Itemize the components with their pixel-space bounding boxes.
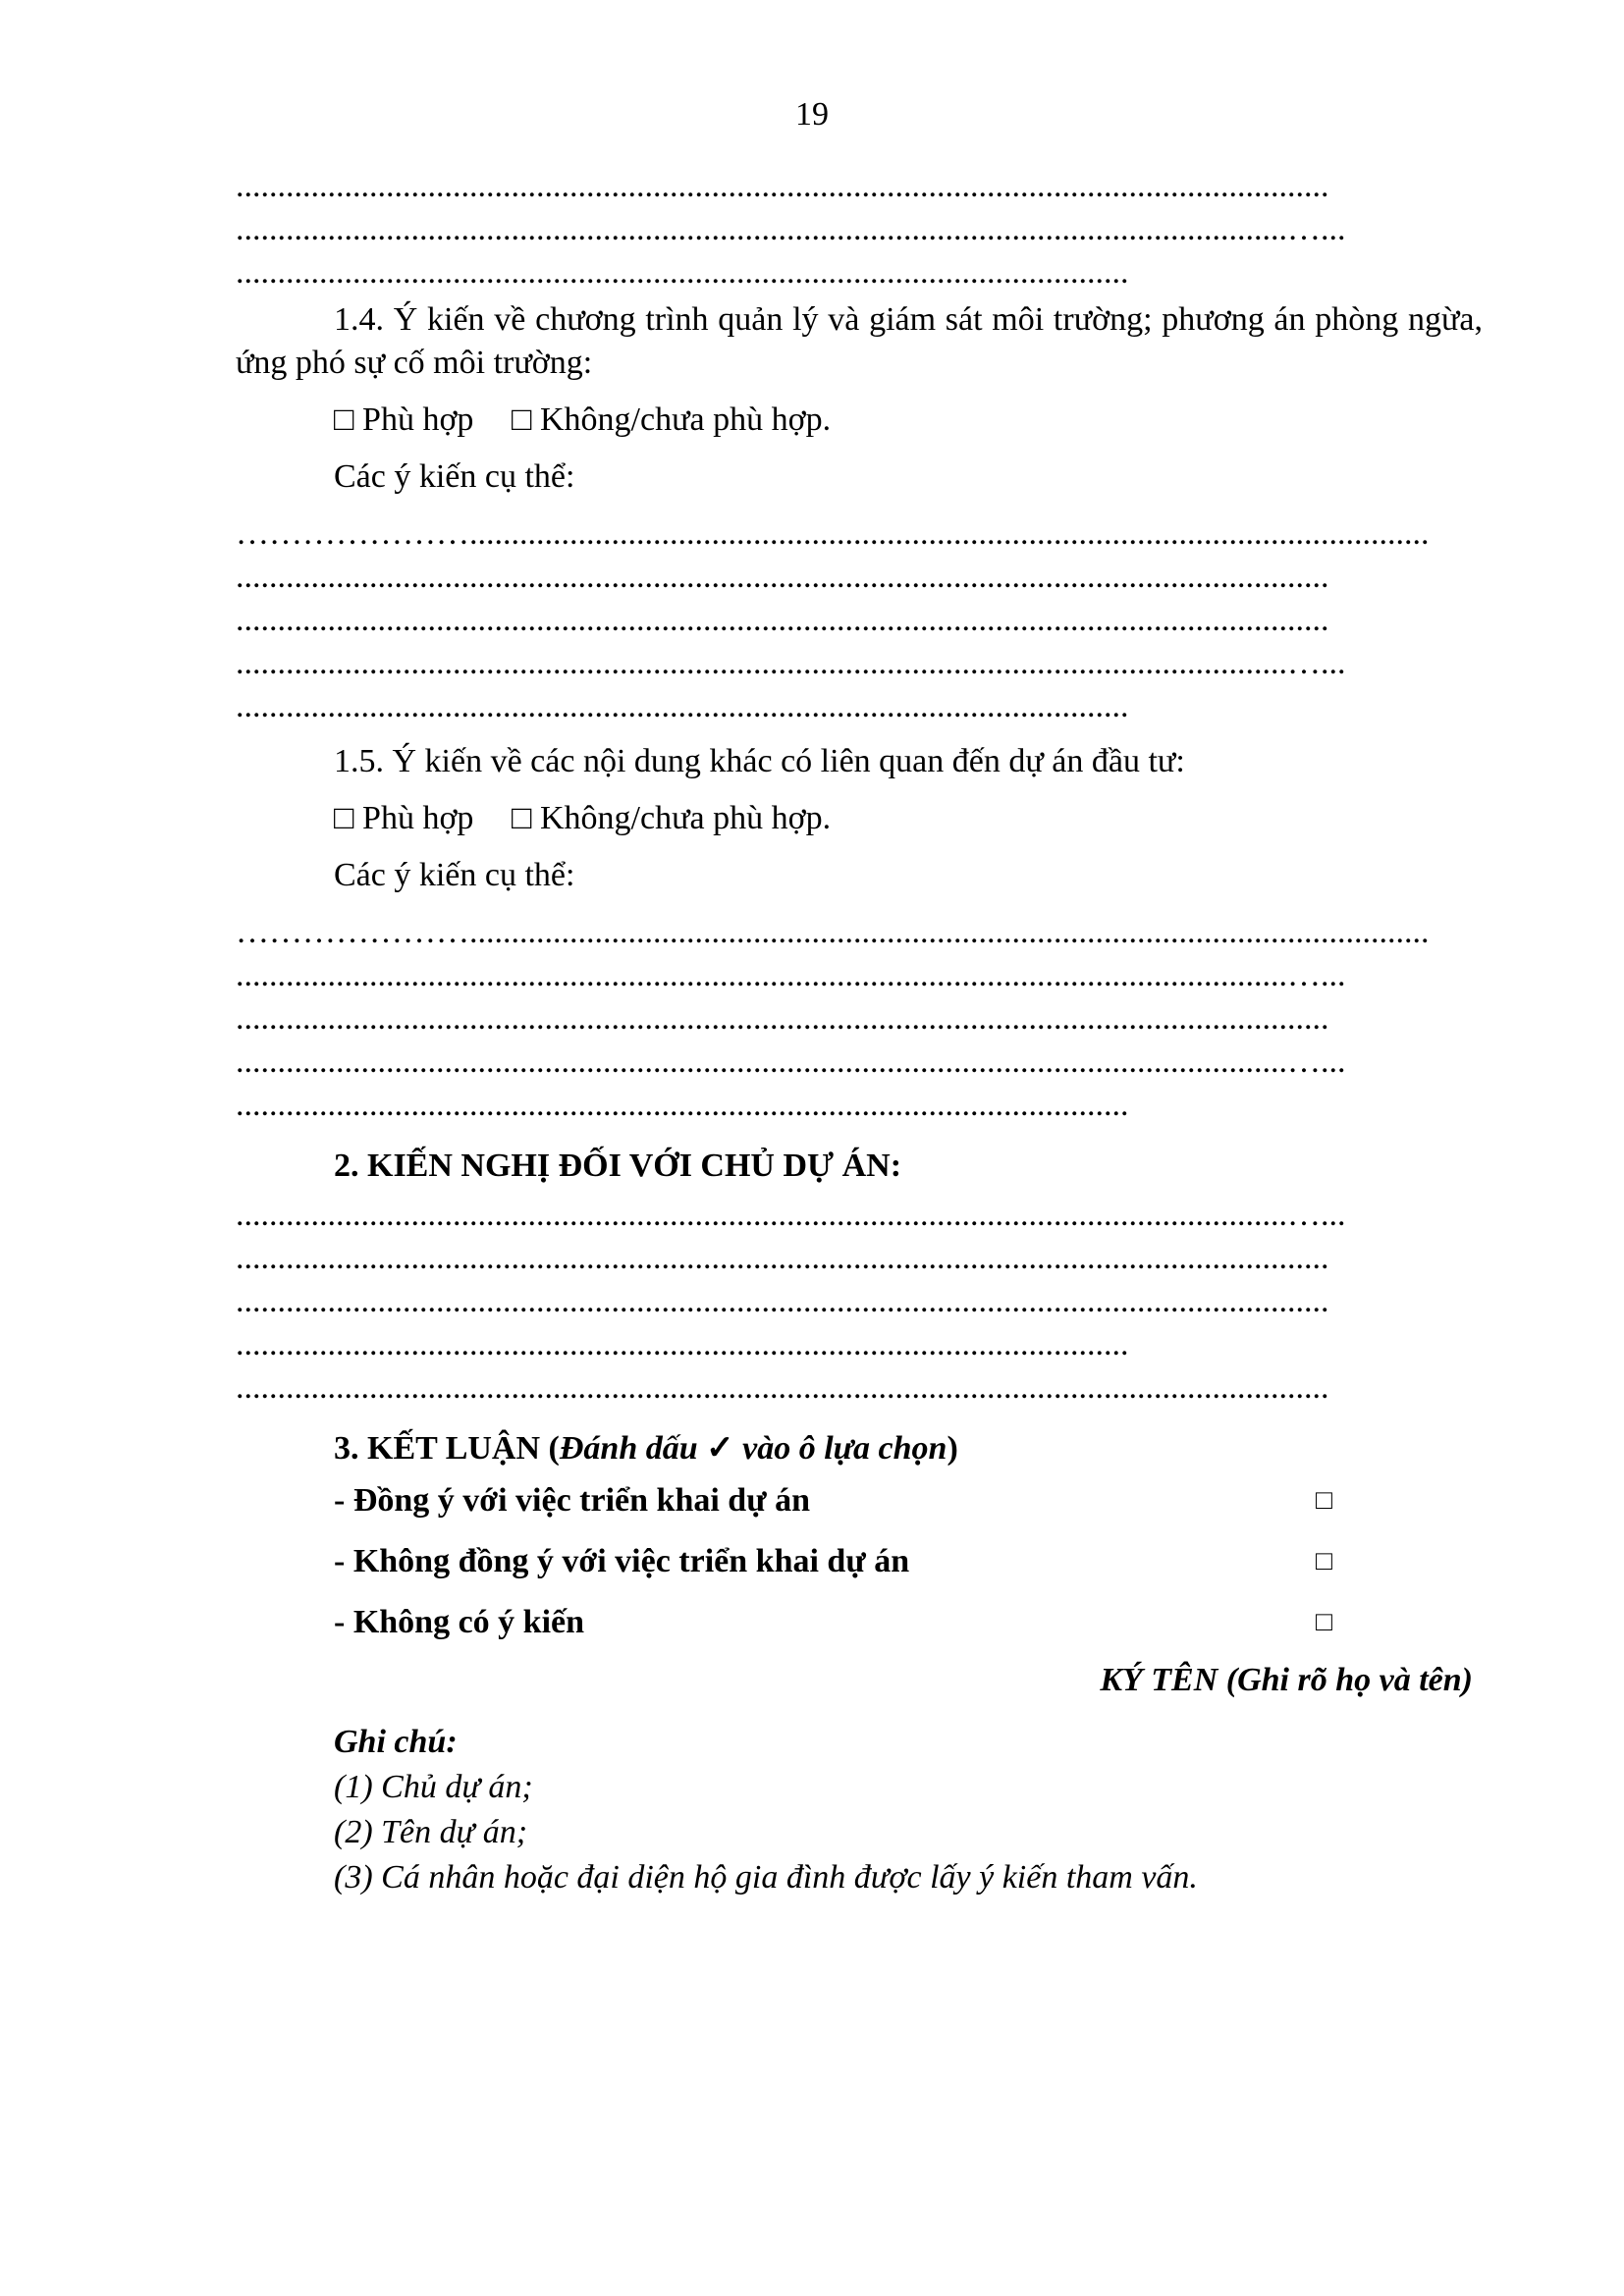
answer-line[interactable]: ..............................................................................................................................…...: [236, 211, 1346, 247]
signature-label: KÝ TÊN (Ghi rõ họ và tên): [1100, 1662, 1473, 1698]
specific-opinions-label: Các ý kiến cụ thể:: [334, 458, 575, 495]
answer-line[interactable]: ...................................................................................................................................: [236, 602, 1329, 638]
option-suitable-checkbox[interactable]: □ Phù hợp: [334, 401, 474, 438]
answer-line[interactable]: ...........................................................................................................: [236, 254, 1129, 291]
answer-line[interactable]: ..............................................................................................................................…...: [236, 1043, 1346, 1080]
conclusion-option-agree: - Đồng ý với việc triển khai dự án □: [236, 1470, 1483, 1531]
answer-line[interactable]: ...........................................................................................................: [236, 1326, 1129, 1362]
answer-line[interactable]: ..............................................................................................................................…...: [236, 957, 1346, 993]
option-not-suitable-checkbox[interactable]: □ Không/chưa phù hợp.: [511, 800, 832, 836]
note-item: (2) Tên dự án;: [334, 1814, 528, 1850]
option-not-suitable-checkbox[interactable]: □ Không/chưa phù hợp.: [511, 401, 832, 438]
note-item: (1) Chủ dự án;: [334, 1769, 533, 1805]
conclusion-option-no-opinion: - Không có ý kiến □: [236, 1592, 1483, 1653]
section-2-heading: 2. KIẾN NGHỊ ĐỐI VỚI CHỦ DỰ ÁN:: [334, 1148, 902, 1184]
agree-checkbox[interactable]: □: [1316, 1485, 1332, 1516]
page-number: 19: [795, 96, 829, 133]
notes-title: Ghi chú:: [334, 1724, 458, 1760]
section-1-4-question: 1.4. Ý kiến về chương trình quản lý và giám sát môi trường; phương án phòng ngừa, ứng phó sự cố môi trường:: [236, 301, 1483, 381]
disagree-checkbox[interactable]: □: [1316, 1546, 1332, 1576]
section-1-5-options: [236, 797, 1483, 840]
specific-opinions-label: Các ý kiến cụ thể:: [334, 857, 575, 893]
document-body: [236, 165, 1483, 1900]
answer-line[interactable]: ...................................................................................................................................: [236, 559, 1329, 595]
answer-line[interactable]: …………………...................................................................................................................: [236, 914, 1430, 950]
answer-line[interactable]: ...................................................................................................................................: [236, 1000, 1329, 1037]
option-suitable-checkbox[interactable]: □ Phù hợp: [334, 800, 474, 836]
answer-line[interactable]: …………………...................................................................................................................: [236, 515, 1430, 552]
section-1-4-options: [236, 399, 1483, 442]
check-mark-icon: ✓: [706, 1430, 734, 1467]
answer-line[interactable]: ...........................................................................................................: [236, 1087, 1129, 1123]
no-opinion-checkbox[interactable]: □: [1316, 1607, 1332, 1637]
notes: [236, 1720, 1483, 1900]
answer-line[interactable]: ...........................................................................................................: [236, 688, 1129, 724]
answer-line[interactable]: ...................................................................................................................................: [236, 1369, 1329, 1406]
answer-line[interactable]: ...................................................................................................................................: [236, 1283, 1329, 1319]
answer-line[interactable]: ...................................................................................................................................: [236, 168, 1329, 204]
answer-line[interactable]: ...................................................................................................................................: [236, 1240, 1329, 1276]
answer-line[interactable]: ..............................................................................................................................…...: [236, 645, 1346, 681]
section-1-5-question: 1.5. Ý kiến về các nội dung khác có liên quan đến dự án đầu tư:: [334, 743, 1185, 779]
section-3-heading: 3. KẾT LUẬN (Đánh dấu ✓ vào ô lựa chọn): [334, 1430, 958, 1467]
note-item: (3) Cá nhân hoặc đại diện hộ gia đình được lấy ý kiến tham vấn.: [334, 1859, 1198, 1896]
conclusion-option-disagree: - Không đồng ý với việc triển khai dự án □: [236, 1531, 1483, 1592]
answer-line[interactable]: ..............................................................................................................................…...: [236, 1197, 1346, 1233]
